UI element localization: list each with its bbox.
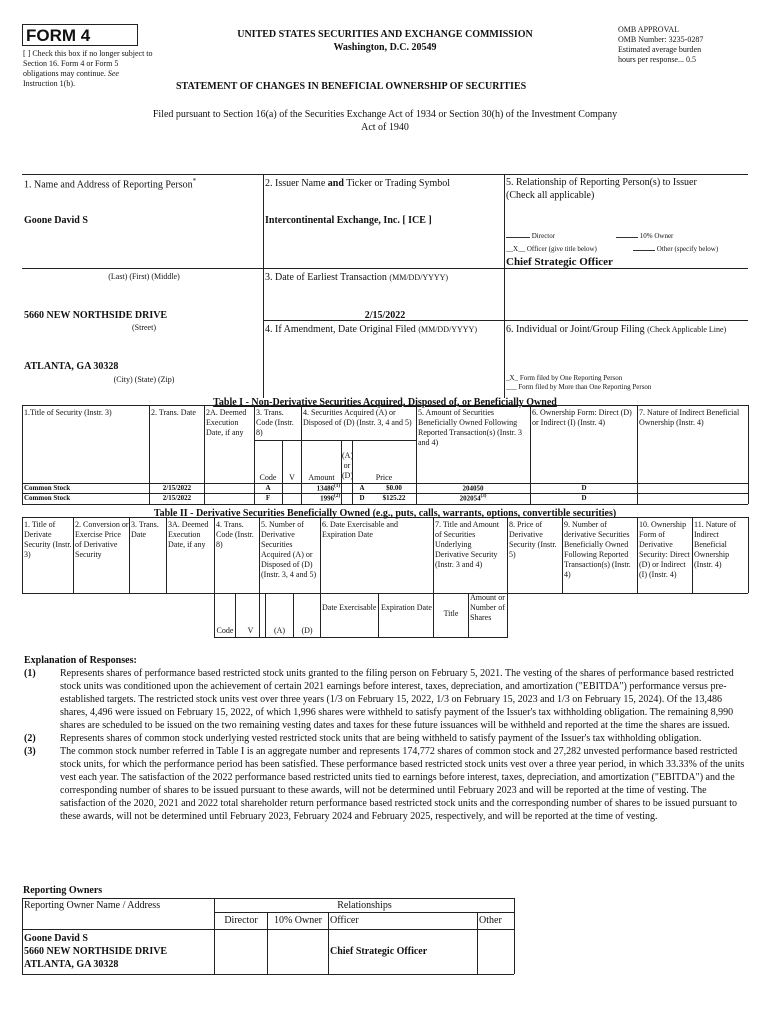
row-amount <box>302 494 340 503</box>
t2-header-nature: 11. Nature of Indirect Beneficial Ownership (Instr. 4) <box>694 520 737 569</box>
filing-one-label: Form filed by One Reporting Person <box>519 374 623 382</box>
table1-title: Table I - Non-Derivative Securities Acquired, Disposed of, or Beneficially Owned <box>213 397 557 408</box>
footnote-text: Represents shares of common stock underlying vested restricted stock units that are being withheld to satisfy payment of the Issuer's tax withholding obligation. <box>60 733 702 744</box>
row-owned <box>417 484 529 493</box>
box3-sub-label: (MM/DD/YYYY) <box>389 273 449 282</box>
t2-header-underlying: 7. Title and Amount of Securities Underlying Derivative Security (Instr. 3 and 4) <box>435 520 500 569</box>
box6-label <box>506 323 746 336</box>
owner-street-line: 5660 NEW NORTHSIDE DRIVE <box>24 946 168 957</box>
ten-pct-owner-checkbox <box>616 232 673 241</box>
t1-sub-price: Price <box>375 473 393 482</box>
owner-name <box>24 932 167 971</box>
row-amount-value: 1996 <box>320 494 335 503</box>
officer-mark: X <box>513 245 519 253</box>
row-owned-value: 204050 <box>462 484 484 493</box>
t1-header-deemed: 2A. Deemed Execution Date, if any <box>206 408 247 437</box>
officer-checkbox: __X__ Officer (give title below) <box>506 245 597 253</box>
t2-sub-expiration: Expiration Date <box>381 603 432 612</box>
footnote-text: The common stock number referred in Table I is an aggregate number and represents 174,772 shares of common stock and 27,282 unvested performance based restricted stock units, for which the performance period has been satisfied. These performance based restricted stock units vest over a three year period, in which 33.33% of the units vest each year. The satisfaction of the 2022 performance based restricted units tied to earnings before interest, taxes, depreciation, and amortization ("EBITDA") and the corresponding number of shares to be issued pursuant to these awards, will not be determined until February 2023 and will be reported at the time of vesting. The satisfaction of the 2020, 2021 and 2022 total shareholder return performance based restricted stock units and the corresponding number of shares to be issued pursuant to these awards, will not be determined until February 2023, February 2024 and February 2025, respectively, and will be reported at the time of vesting. <box>60 746 745 822</box>
owners-col-director: Director <box>224 915 258 926</box>
box6-sub-label: (Check Applicable Line) <box>647 325 727 334</box>
omb-hours: hours per response... 0.5 <box>618 55 696 64</box>
footnote-text: Represents shares of performance based restricted stock units granted to the filing person on February 5, 2021. The vesting of the shares of performance based restricted stock units was conditioned upon the achievement of certain 2021 earnings before interest, taxes, depreciation, and amortization ("EBITDA") performance versus pre-established targets. The restricted stock units vest over three years (1/3 on February 15, 2022, 1/3 on February 15, 2023 and 1/3 on February 15, 2024). Of the 13,486 shares, 4,496 were issued on February 15, 2022, of which 1,996 shares were withheld to satisfy payment of the Issuer's tax withholding obligation. The remaining 8,990 shares are scheduled to be issued on the two remaining vesting dates and taxes for these future issuances will be withheld and reported at the time the shares are issued. <box>60 668 734 731</box>
t2-header-date: 3. Trans. Date <box>131 520 159 539</box>
reporter-city: ATLANTA, GA 30328 <box>24 361 119 372</box>
owner-city-line: ATLANTA, GA 30328 <box>24 959 119 970</box>
row-aord: A <box>359 484 365 492</box>
footnote-item <box>24 667 746 732</box>
agency-location: Washington, D.C. 20549 <box>333 42 437 53</box>
t2-header-number: 5. Number of Derivative Securities Acquired (A) or Disposed of (D) (Instr. 3, 4 and 5) <box>261 520 317 579</box>
t1-sub-aord: (A) or (D) <box>342 451 354 480</box>
check-box-text: [ ] Check this box if no longer subject to Section 16. Form 4 or Form 5 obligations may continue. <box>23 49 153 78</box>
box2-label-b: Ticker or Trading Symbol <box>346 178 451 189</box>
t2-sub-code: Code <box>216 626 234 635</box>
row-date: 2/15/2022 <box>162 494 192 502</box>
t2-header-exercisable: 6. Date Exercisable and Expiration Date <box>322 520 398 539</box>
box1-asterisk: * <box>192 177 197 185</box>
form-title: FORM 4 <box>26 26 91 45</box>
see-text: See <box>107 69 119 78</box>
omb-approval <box>618 25 758 65</box>
t2-sub-v: V <box>247 626 254 635</box>
owner-officer-title: Chief Strategic Officer <box>330 946 428 957</box>
box4-label-text: 4. If Amendment, Date Original Filed <box>265 324 416 335</box>
owners-col-other: Other <box>479 915 502 926</box>
ten-pct-owner-label: 10% Owner <box>639 232 674 240</box>
t2-header-conversion: 2. Conversion or Exercise Price of Derivative Security <box>75 520 129 559</box>
footnotes-list <box>24 667 746 823</box>
earliest-transaction-date: 2/15/2022 <box>364 310 406 321</box>
agency-name: UNITED STATES SECURITIES AND EXCHANGE COMMISSION <box>237 29 533 40</box>
box5-sub-label: (Check all applicable) <box>506 190 595 201</box>
row-price: $0.00 <box>386 484 402 492</box>
t2-header-deemed: 3A. Deemed Execution Date, if any <box>168 520 209 549</box>
row-amount-footnote: (1) <box>334 484 340 489</box>
t2-sub-title: Title <box>443 609 459 618</box>
t1-header-owned: 5. Amount of Securities Beneficially Owned Following Reported Transaction(s) (Instr. 3 and 4) <box>418 408 522 447</box>
footnote-item <box>24 745 746 823</box>
footnote-number: (2) <box>24 733 36 744</box>
row-code: A <box>265 484 271 492</box>
t2-header-price: 8. Price of Derivative Security (Instr. 5) <box>509 520 557 559</box>
t1-header-nature: 7. Nature of Indirect Beneficial Ownership (Instr. 4) <box>639 408 740 427</box>
omb-number: OMB Number: 3235-0287 <box>618 35 704 44</box>
omb-burden: Estimated average burden <box>618 45 702 54</box>
filing-mark: X <box>509 374 515 382</box>
statement-title: STATEMENT OF CHANGES IN BENEFICIAL OWNERSHIP OF SECURITIES <box>176 81 527 92</box>
t2-sub-amount: Amount or Number of Shares <box>470 593 505 622</box>
t1-header-code: 3. Trans. Code (Instr. 8) <box>256 408 294 437</box>
t2-sub-a: (A) <box>273 626 286 635</box>
owners-col-name: Reporting Owner Name / Address <box>24 900 161 911</box>
owners-col-officer: Officer <box>330 915 359 926</box>
reporter-street: 5660 NEW NORTHSIDE DRIVE <box>24 310 168 321</box>
t2-header-ownership-form: 10. Ownership Form of Derivative Security: Direct (D) or Indirect (I) (Instr. 4) <box>639 520 690 579</box>
footnote-number: (1) <box>24 668 36 679</box>
filing-one-person: _X_ Form filed by One Reporting Person <box>506 374 623 382</box>
omb-title: OMB APPROVAL <box>618 25 679 34</box>
owners-col-ten-pct: 10% Owner <box>273 915 323 926</box>
row-owned-value: 202054 <box>459 494 481 503</box>
box1-label-text: 1. Name and Address of Reporting Person <box>24 179 193 191</box>
filed-pursuant-text: Filed pursuant to Section 16(a) of the Securities Exchange Act of 1934 or Section 30(h) of the Investment Company Act of 1940 <box>152 109 618 133</box>
row-form: D <box>581 484 587 492</box>
director-checkbox <box>506 232 555 241</box>
row-amount <box>302 484 340 493</box>
row-aord: D <box>359 494 365 502</box>
row-price: $125.22 <box>382 494 406 502</box>
t1-sub-v: V <box>289 473 295 482</box>
t1-sub-code: Code <box>259 473 277 482</box>
other-checkbox <box>633 245 718 254</box>
row-code: F <box>265 494 271 502</box>
director-label: Director <box>531 232 556 240</box>
row-form: D <box>581 494 587 502</box>
box6-label-text: 6. Individual or Joint/Group Filing <box>506 324 645 335</box>
footnote-number: (3) <box>24 746 36 757</box>
box4-sub-label: (MM/DD/YYYY) <box>418 325 477 334</box>
t1-header-acquired: 4. Securities Acquired (A) or Disposed of (D) (Instr. 3, 4 and 5) <box>303 408 412 427</box>
row-date: 2/15/2022 <box>162 484 192 492</box>
owners-col-relationships: Relationships <box>337 900 392 911</box>
row-owned-footnote: (3) <box>480 494 487 499</box>
check-box-note <box>23 49 153 89</box>
explanation-heading: Explanation of Responses: <box>24 655 137 666</box>
row-title: Common Stock <box>24 494 71 502</box>
box3-label-text: 3. Date of Earliest Transaction <box>265 272 387 283</box>
box2-label <box>265 177 450 190</box>
form-label-box <box>22 24 138 46</box>
filing-more-label: Form filed by More than One Reporting Person <box>518 383 652 391</box>
t1-header-date: 2. Trans. Date <box>151 408 196 417</box>
officer-title: Chief Strategic Officer <box>506 256 613 268</box>
filing-more-persons: ___ Form filed by More than One Reporting Person <box>506 383 652 391</box>
footnote-item <box>24 732 746 745</box>
t1-sub-amount: Amount <box>308 473 335 482</box>
issuer-name: Intercontinental Exchange, Inc. [ ICE ] <box>265 215 432 226</box>
box2-label-a: 2. Issuer Name <box>265 178 326 189</box>
owner-name-line: Goone David S <box>24 933 88 944</box>
row-amount-value: 13486 <box>316 484 335 493</box>
name-sub-label: (Last) (First) (Middle) <box>108 272 180 281</box>
reporter-name: Goone David S <box>24 215 88 226</box>
officer-label: Officer (give title below) <box>526 245 597 253</box>
city-sub-label: (City) (State) (Zip) <box>113 375 175 384</box>
t2-header-title: 1. Title of Derivate Security (Instr. 3) <box>24 520 72 559</box>
row-title: Common Stock <box>24 484 71 492</box>
box1-label <box>24 177 196 191</box>
box3-label <box>265 271 448 284</box>
row-amount-footnote: (2) <box>334 494 340 499</box>
t1-header-title: 1.Title of Security (Instr. 3) <box>24 408 112 417</box>
t2-header-code: 4. Trans. Code (Instr. 8) <box>216 520 254 549</box>
table2-title: Table II - Derivative Securities Beneficially Owned (e.g., puts, calls, warrants, options, convertible securities) <box>153 508 617 519</box>
t2-sub-d: (D) <box>301 626 313 635</box>
box4-label <box>265 323 477 336</box>
box5-label <box>506 176 746 202</box>
street-sub-label: (Street) <box>132 323 156 332</box>
box5-label-text: 5. Relationship of Reporting Person(s) to Issuer <box>506 177 697 188</box>
t1-header-ownership-form: 6. Ownership Form: Direct (D) or Indirect (I) (Instr. 4) <box>532 408 632 427</box>
other-label: Other (specify below) <box>656 245 719 253</box>
t2-sub-exercisable: Date Exercisable <box>322 603 377 612</box>
instruction-text: Instruction 1(b). <box>23 79 75 88</box>
reporting-owners-heading: Reporting Owners <box>23 885 103 896</box>
t2-header-owned: 9. Number of derivative Securities Beneficially Owned Following Reported Transaction(s) (Instr. 4) <box>564 520 631 579</box>
box2-label-and: and <box>327 178 344 189</box>
row-owned <box>417 494 529 503</box>
